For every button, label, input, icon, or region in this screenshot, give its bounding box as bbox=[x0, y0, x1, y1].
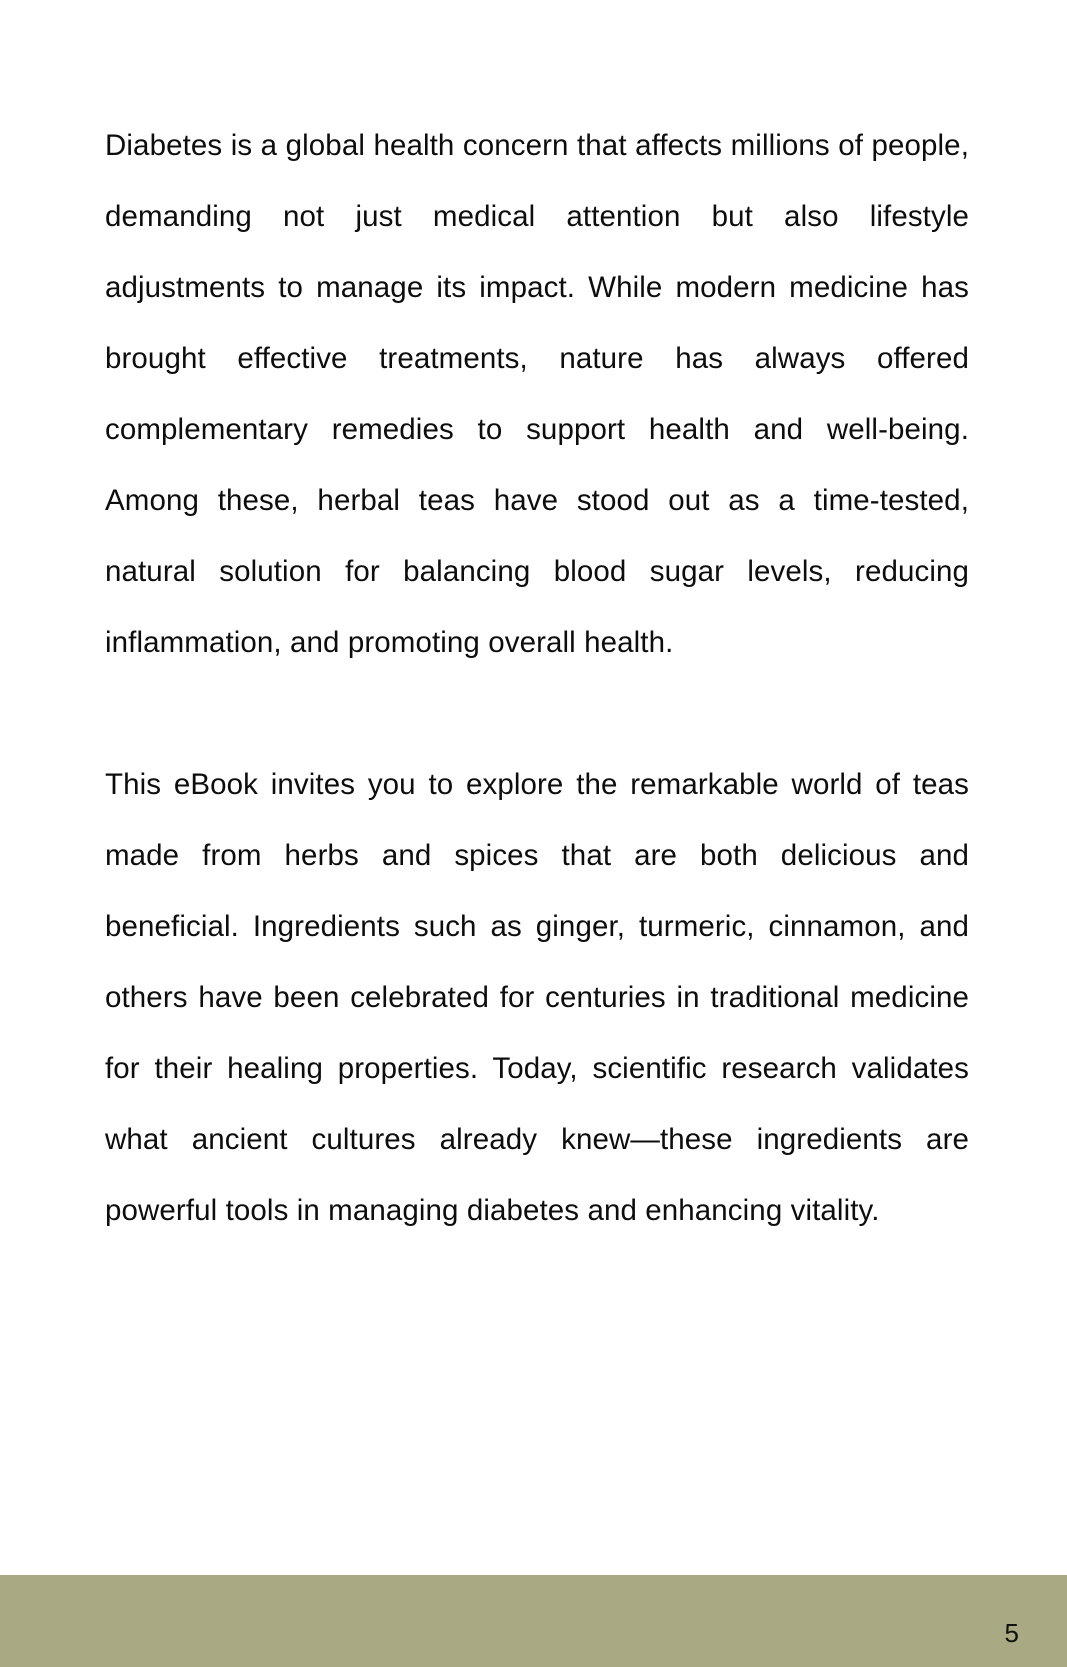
page-body bbox=[105, 110, 969, 1246]
page-number: 5 bbox=[1004, 1618, 1019, 1648]
paragraph-1: Diabetes is a global health concern that affects millions of people, demanding not just medical attention but also lifestyle adjustments to manage its impact. While modern medicine has brought effective treatments, nature has always offered complementary remedies to support health and well-being. Among these, herbal teas have stood out as a time-tested, natural solution for balancing blood sugar levels, reducing inflammation, and promoting overall health. bbox=[105, 129, 969, 659]
paragraph-2: This eBook invites you to explore the remarkable world of teas made from herbs and spices that are both delicious and beneficial. Ingredients such as ginger, turmeric, cinnamon, and others have been celebrated for centuries in traditional medicine for their healing properties. Today, scientific research validates what ancient cultures already knew—these ingredients are powerful tools in managing diabetes and enhancing vitality. bbox=[105, 768, 969, 1227]
footer-band bbox=[0, 1575, 1067, 1667]
